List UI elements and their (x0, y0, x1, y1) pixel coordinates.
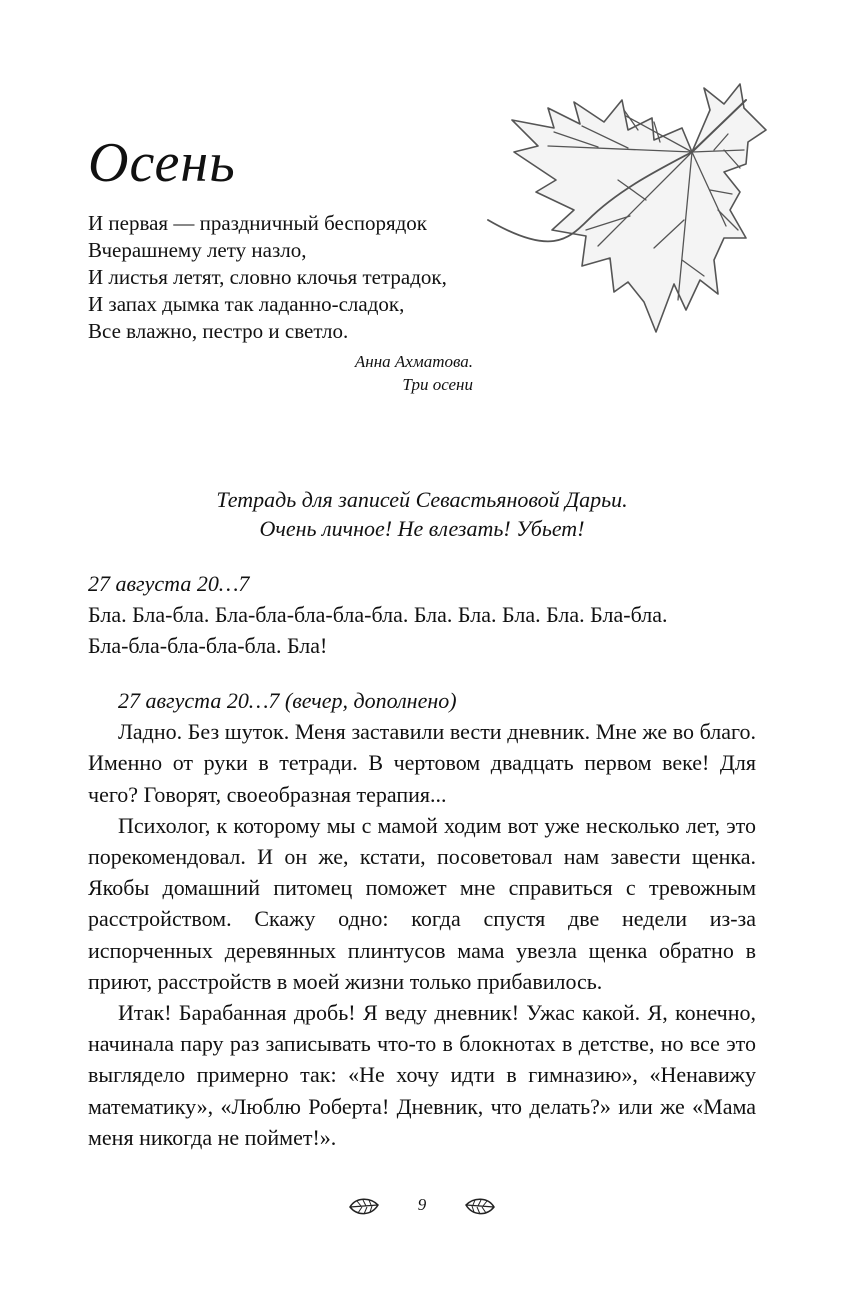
diary-entry-1 (88, 568, 756, 662)
epigraph-line: И первая — праздничный беспорядок (88, 211, 427, 235)
entry-paragraph: Ладно. Без шуток. Меня заставили вести дневник. Мне же во благо. Именно от руки в тетради. В чертовом двадцать первом веке! Для чего? Говорят, своеобразная терапия... (88, 719, 756, 807)
entry-date: 27 августа 20…7 (88, 571, 250, 596)
entry-paragraph: Психолог, к которому мы с мамой ходим вот уже несколько лет, это порекомендовал. И он же, кстати, посоветовал нам завести щенка. Якобы домашний питомец поможет мне справиться с тревожным расстройством. Скажу одно: когда спустя две недели из-за испорченных деревянных плинтусов мама увезла щенка обратно в приют, расстройств в моей жизни только прибавилось. (88, 812, 756, 994)
leaf-ornament-icon (464, 1195, 496, 1219)
epigraph-line: Все влажно, пестро и светло. (88, 319, 349, 343)
page-number: 9 (417, 1195, 427, 1214)
chapter-title: Осень (88, 132, 236, 194)
diary-entry-2 (88, 685, 756, 1153)
notebook-title (88, 485, 756, 543)
epigraph-line: И листья летят, словно клочья тетрадок, (88, 265, 447, 289)
page-footer (340, 1192, 504, 1222)
epigraph-attribution (230, 350, 473, 396)
entry-paragraph: Итак! Барабанная дробь! Я веду дневник! Ужас какой. Я, конечно, начинала пару раз записывать что-то в блокнотах в детстве, но все это выглядело примерно так: «Не хочу идти в гимназию», «Ненавижу математику», «Люблю Роберта! Дневник, что делать?» или же «Мама меня никогда не поймет!». (88, 1000, 756, 1150)
epigraph-line: Вчерашнему лету назло, (88, 238, 307, 262)
epigraph-work: Три осени (402, 375, 473, 394)
notebook-title-line: Тетрадь для записей Севастьяновой Дарьи. (216, 487, 628, 512)
epigraph-line: И запах дымка так ладанно-сладок, (88, 292, 405, 316)
maple-leaf-illustration (478, 70, 778, 370)
entry-date: 27 августа 20…7 (вечер, дополнено) (118, 688, 457, 713)
notebook-title-line: Очень личное! Не влезать! Убьет! (259, 516, 585, 541)
epigraph-poem (88, 210, 508, 345)
entry-line: Бла. Бла-бла. Бла-бла-бла-бла-бла. Бла. Бла. Бла. Бла. Бла-бла. (88, 602, 668, 628)
entry-line: Бла-бла-бла-бла-бла. Бла! (88, 633, 328, 659)
epigraph-author: Анна Ахматова. (354, 352, 473, 371)
